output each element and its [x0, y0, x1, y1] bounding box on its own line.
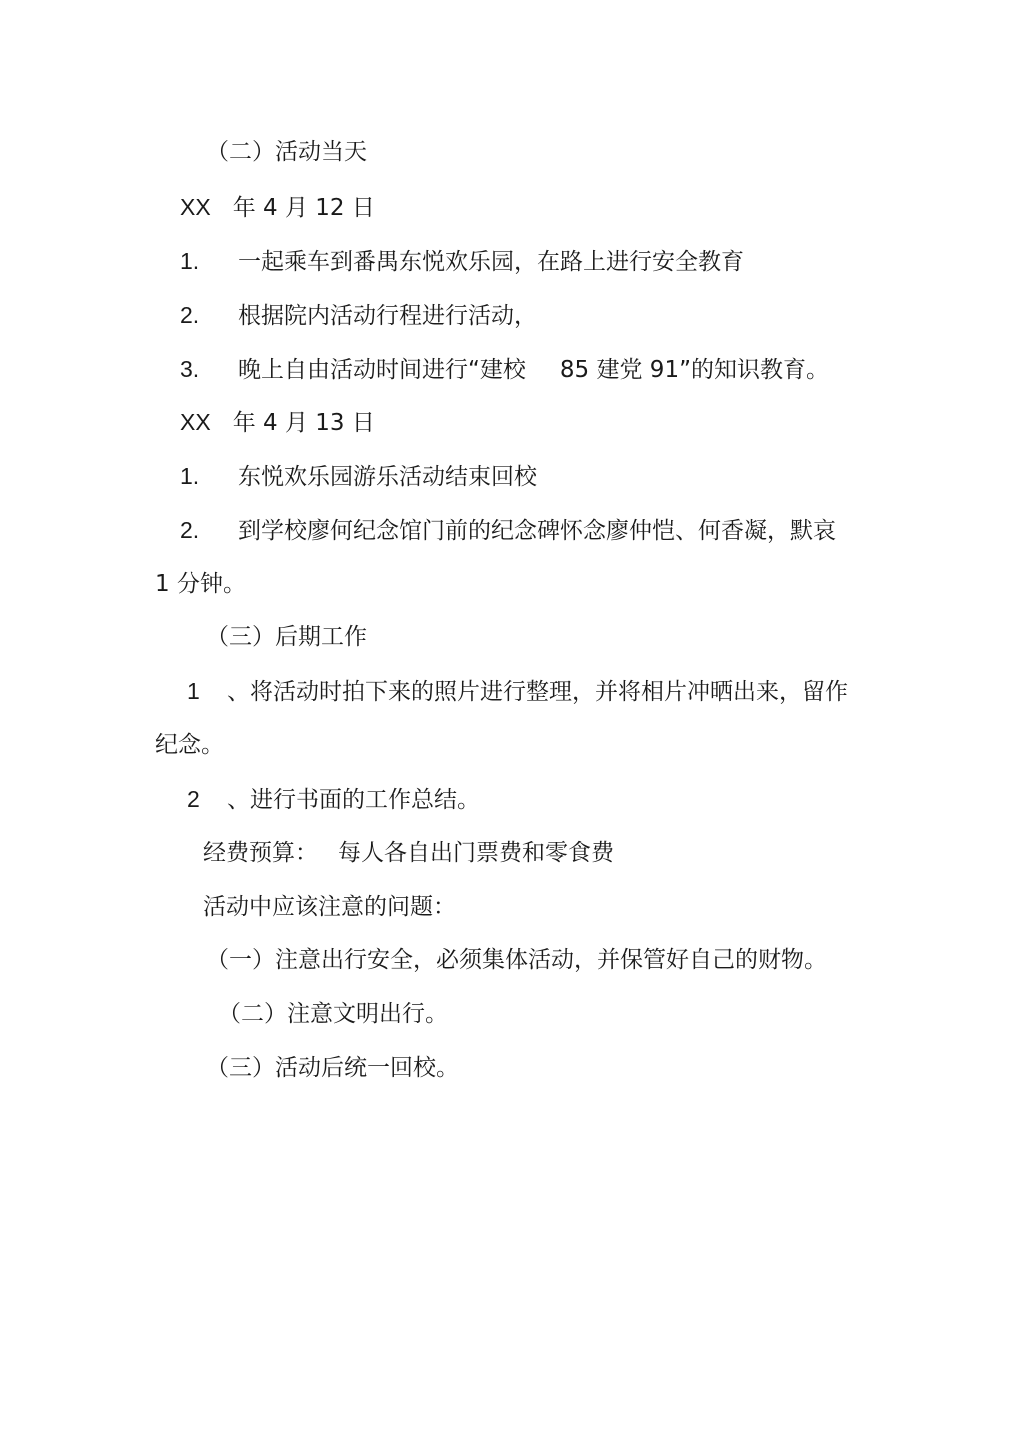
section-heading: （三）后期工作 — [206, 624, 367, 650]
list-number: 3. — [180, 356, 200, 382]
date-line — [180, 192, 375, 223]
note-item: （二）注意文明出行。 — [218, 1001, 448, 1027]
list-text-wrap: 1 分钟。 — [155, 571, 246, 597]
budget-value: 每人各自出门票费和零食费 — [338, 840, 614, 866]
list-item — [180, 461, 537, 492]
list-text-continued: 85 建党 91”的知识教育。 — [559, 357, 829, 383]
note-item: （三）活动后统一回校。 — [206, 1055, 459, 1081]
date-line — [180, 407, 375, 438]
list-text: 晚上自由活动时间进行“建校 — [238, 357, 526, 383]
list-text: 东悦欢乐园游乐活动结束回校 — [238, 464, 537, 490]
budget-label: 经费预算： — [203, 840, 318, 866]
list-number: 2. — [180, 302, 200, 328]
note-item: （一）注意出行安全，必须集体活动，并保管好自己的财物。 — [206, 947, 827, 973]
list-item — [180, 246, 744, 277]
list-number: 2 — [187, 786, 200, 812]
list-text: 根据院内活动行程进行活动， — [238, 303, 537, 329]
budget-line — [203, 838, 614, 868]
list-number: 2. — [180, 517, 200, 543]
list-text-wrap: 纪念。 — [155, 732, 224, 758]
notes-heading: 活动中应该注意的问题： — [203, 894, 456, 920]
list-item — [180, 515, 836, 546]
list-item — [180, 354, 829, 385]
date-text: 年 4 月 13 日 — [232, 410, 375, 436]
list-text: 、进行书面的工作总结。 — [227, 787, 480, 813]
list-item — [187, 784, 480, 815]
list-text: 到学校廖何纪念馆门前的纪念碑怀念廖仲恺、何香凝，默哀 — [238, 518, 836, 544]
list-number: 1 — [187, 678, 200, 704]
date-year: XX — [180, 194, 211, 220]
date-year: XX — [180, 409, 211, 435]
list-item — [180, 300, 537, 331]
list-item — [187, 676, 848, 707]
list-text: 一起乘车到番禺东悦欢乐园，在路上进行安全教育 — [238, 249, 744, 275]
date-text: 年 4 月 12 日 — [232, 195, 375, 221]
list-text: 、将活动时拍下来的照片进行整理，并将相片冲晒出来，留作 — [227, 679, 848, 705]
list-number: 1. — [180, 463, 200, 489]
list-number: 1. — [180, 248, 200, 274]
section-heading: （二）活动当天 — [206, 139, 367, 165]
